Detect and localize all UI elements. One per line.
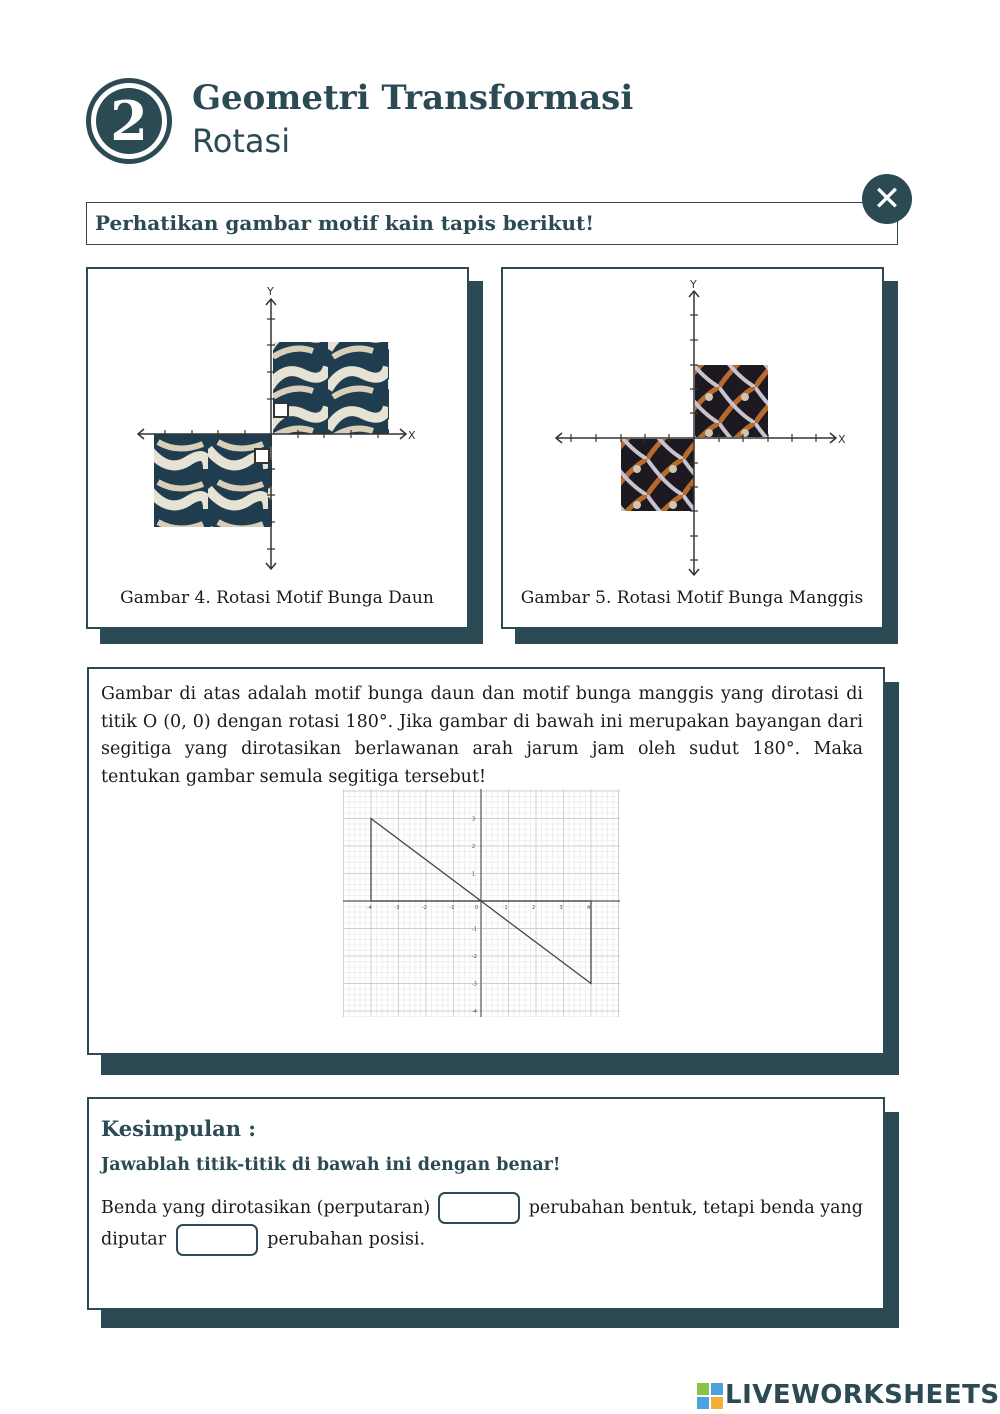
figure-4-y-label: Y (267, 285, 274, 298)
y-tick-label: 2 (472, 844, 476, 850)
question-text: Gambar di atas adalah motif bunga daun dan motif bunga manggis yang dirotasi di titik O (0, 0) dengan rotasi 180°. Jika gambar di bawah ini merupakan bayangan dari segitiga yang dirotasikan berlawanan arah jarum jam oleh sudut 180°. Maka tentukan gambar semula segitiga tersebut! (101, 684, 863, 787)
brand-icon (697, 1383, 723, 1409)
close-button[interactable] (862, 174, 912, 224)
x-tick-label: 4 (587, 905, 591, 911)
question-card (87, 667, 885, 1055)
motif-manggis-original (695, 365, 768, 437)
x-tick-label: -2 (422, 905, 427, 911)
figure-4-caption: Gambar 4. Rotasi Motif Bunga Daun (120, 588, 434, 608)
x-tick-label: -3 (394, 905, 400, 911)
conclusion-card (87, 1097, 885, 1310)
y-tick-label: -3 (472, 981, 477, 988)
figure-4-card (86, 267, 469, 629)
conclusion-statement (101, 1192, 863, 1256)
statement-part-2: perubahan bentuk, tetapi benda yang (528, 1197, 863, 1218)
y-tick-label: 3 (472, 816, 476, 823)
figure-5-caption: Gambar 5. Rotasi Motif Bunga Manggis (520, 588, 864, 608)
y-tick-label: 1 (472, 871, 476, 878)
section-number: 2 (96, 88, 162, 154)
figure-5-card (501, 267, 884, 629)
figure-5-y-label: Y (690, 279, 697, 291)
instruction-text: Perhatikan gambar motif kain tapis berikut! (95, 211, 595, 235)
page-title: Geometri Transformasi (192, 78, 634, 118)
brand-logo[interactable] (697, 1380, 1000, 1412)
y-tick-label: -1 (472, 926, 477, 933)
coordinate-chart (343, 789, 620, 1017)
y-tick-label: -2 (472, 954, 477, 960)
close-icon: ✕ (872, 179, 902, 219)
section-number-badge (86, 78, 172, 164)
page-subtitle: Rotasi (192, 122, 291, 160)
motif-manggis-rotated (621, 439, 694, 511)
brand-text: LIVEWORKSHEETS (725, 1380, 1000, 1410)
figure-5-image (503, 279, 881, 584)
motif-daun-original (273, 342, 389, 434)
figure-5-x-label: X (838, 433, 846, 446)
statement-part-3: diputar (101, 1229, 167, 1250)
statement-part-4: perubahan posisi. (267, 1229, 426, 1250)
motif-daun-rotated (154, 434, 272, 527)
x-tick-label: 2 (532, 905, 536, 911)
answer-input-2[interactable] (176, 1224, 258, 1256)
y-tick-label: -4 (472, 1009, 477, 1015)
conclusion-instruction: Jawablah titik-titik di bawah ini dengan benar! (101, 1155, 561, 1175)
instruction-bar (86, 202, 898, 245)
answer-input-1[interactable] (438, 1192, 520, 1224)
x-tick-label: 3 (559, 905, 563, 911)
figure-4-x-label: X (408, 429, 416, 442)
x-tick-label: 1 (504, 905, 508, 911)
x-tick-label: -4 (367, 905, 372, 911)
x-tick-label: -1 (449, 905, 455, 911)
statement-part-1: Benda yang dirotasikan (perputaran) (101, 1197, 431, 1218)
conclusion-title: Kesimpulan : (101, 1116, 257, 1141)
figure-4-image (88, 279, 466, 579)
x-tick-label: 0 (475, 905, 479, 911)
